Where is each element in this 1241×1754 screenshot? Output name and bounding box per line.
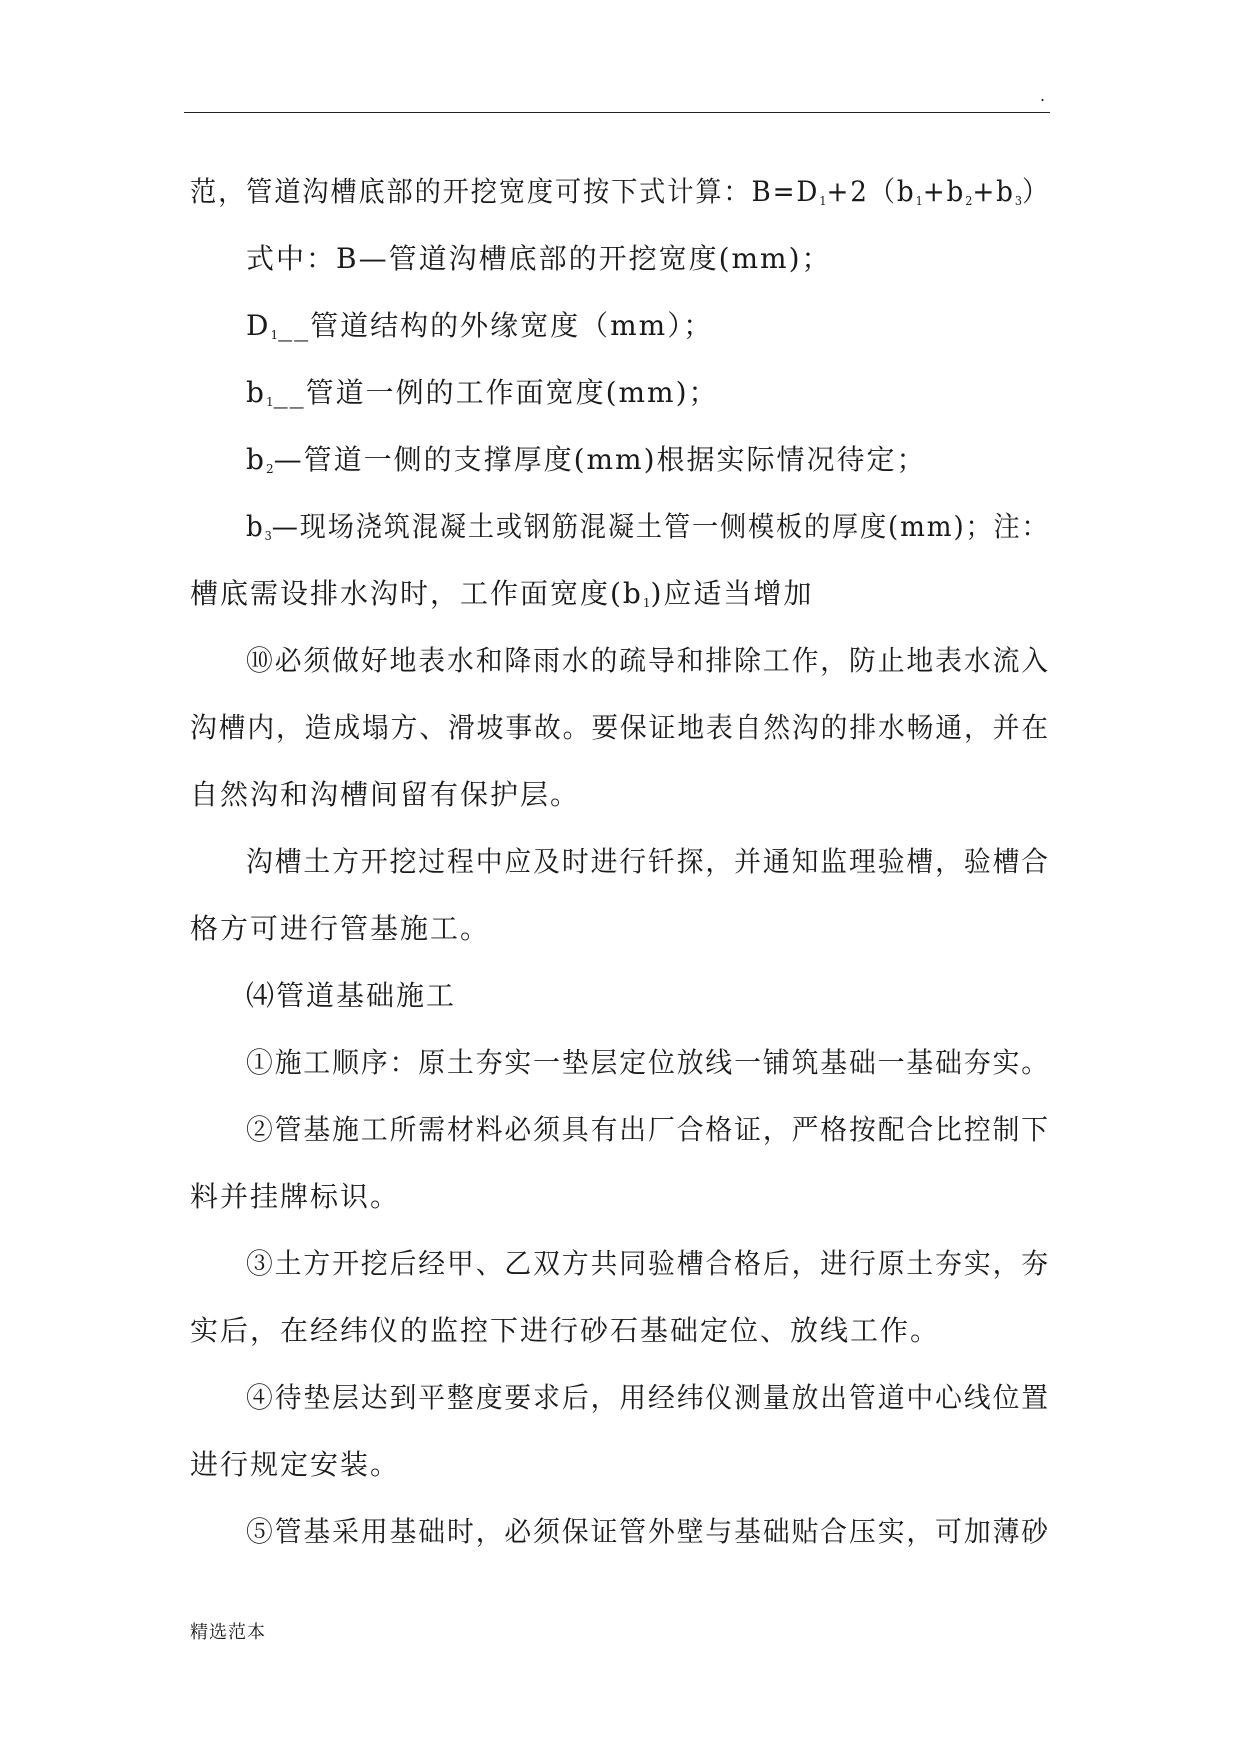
text-line xyxy=(190,170,1056,214)
text-line xyxy=(190,1443,1056,1487)
text-line xyxy=(246,505,1112,549)
text-segment: b xyxy=(246,510,265,543)
text-line xyxy=(246,1510,1112,1554)
text-segment: 范，管道沟槽底部的开挖宽度可按下式计算：B=D xyxy=(190,175,820,208)
text-segment: b xyxy=(246,376,266,409)
text-line xyxy=(190,572,1056,616)
text-line xyxy=(246,438,1112,482)
text-line xyxy=(246,304,1112,348)
text-line xyxy=(246,1376,1112,1420)
text-segment: —管道一侧的支撑厚度(mm)根据实际情况待定； xyxy=(273,443,927,476)
text-segment: __管道一例的工作面宽度(mm)； xyxy=(273,376,719,409)
text-segment: ⑤管基采用基础时，必须保证管外壁与基础贴合压实，可加薄砂 xyxy=(246,1515,1051,1548)
text-line xyxy=(246,974,1112,1018)
text-line xyxy=(190,706,1056,750)
text-segment: ④待垫层达到平整度要求后，用经纬仪测量放出管道中心线位置 xyxy=(246,1381,1051,1414)
text-line xyxy=(246,840,1112,884)
text-segment: +2（b xyxy=(826,175,916,208)
text-segment: __管道结构的外缘宽度（mm）； xyxy=(278,309,714,342)
text-segment: D xyxy=(246,309,271,342)
text-segment: 槽底需设排水沟时，工作面宽度(b xyxy=(190,577,643,610)
text-line xyxy=(190,1175,1056,1219)
text-segment: ③土方开挖后经甲、乙双方共同验槽合格后，进行原土夯实，夯 xyxy=(246,1247,1051,1280)
text-line xyxy=(246,1041,1112,1085)
text-line xyxy=(246,371,1112,415)
text-line xyxy=(246,1108,1112,1152)
text-segment: )应适当增加 xyxy=(650,577,814,610)
subscript: 1 xyxy=(642,596,651,610)
text-segment: ②管基施工所需材料必须具有出厂合格证，严格按配合比控制下 xyxy=(246,1113,1051,1146)
subscript: 1 xyxy=(270,328,279,342)
text-segment: b xyxy=(246,443,266,476)
subscript: 1 xyxy=(819,194,827,208)
header-rule xyxy=(184,112,1050,113)
text-segment: —现场浇筑混凝土或钢筋混凝土管一侧模板的厚度(mm)；注： xyxy=(271,510,1050,543)
footer-text: 精选范本 xyxy=(190,1622,266,1643)
text-segment: +b xyxy=(922,175,966,208)
subscript: 1 xyxy=(915,194,923,208)
subscript: 1 xyxy=(265,395,274,409)
subscript: 3 xyxy=(264,529,272,543)
text-line xyxy=(190,1309,1056,1353)
text-segment: 沟槽内，造成塌方、滑坡事故。要保证地表自然沟的排水畅通，并在 xyxy=(190,711,1051,744)
text-line xyxy=(246,237,1112,281)
text-line xyxy=(246,639,1112,683)
text-segment: 进行规定安装。 xyxy=(190,1448,401,1481)
text-segment: 实后，在经纬仪的监控下进行砂石基础定位、放线工作。 xyxy=(190,1314,941,1347)
text-segment: 式中：B—管道沟槽底部的开挖宽度(mm)； xyxy=(246,242,832,275)
text-segment: 沟槽土方开挖过程中应及时进行钎探，并通知监理验槽，验槽合 xyxy=(246,845,1051,878)
text-line xyxy=(190,773,1056,817)
subscript: 2 xyxy=(965,194,973,208)
text-segment: ⑩必须做好地表水和降雨水的疏导和排除工作，防止地表水流入 xyxy=(246,644,1051,677)
text-segment: 自然沟和沟槽间留有保护层。 xyxy=(190,778,581,811)
header-mark: . xyxy=(1040,86,1046,105)
text-line xyxy=(246,1242,1112,1286)
text-segment: ⑷管道基础施工 xyxy=(246,979,457,1012)
text-segment: 格方可进行管基施工。 xyxy=(190,912,491,945)
subscript: 2 xyxy=(265,462,274,476)
subscript: 3 xyxy=(1014,194,1022,208)
text-line xyxy=(190,907,1056,951)
text-segment: +b xyxy=(972,175,1015,208)
text-segment: ①施工顺序：原土夯实一垫层定位放线一铺筑基础一基础夯实。 xyxy=(246,1046,1051,1079)
text-segment: ） xyxy=(1021,175,1051,208)
text-segment: 料并挂牌标识。 xyxy=(190,1180,401,1213)
